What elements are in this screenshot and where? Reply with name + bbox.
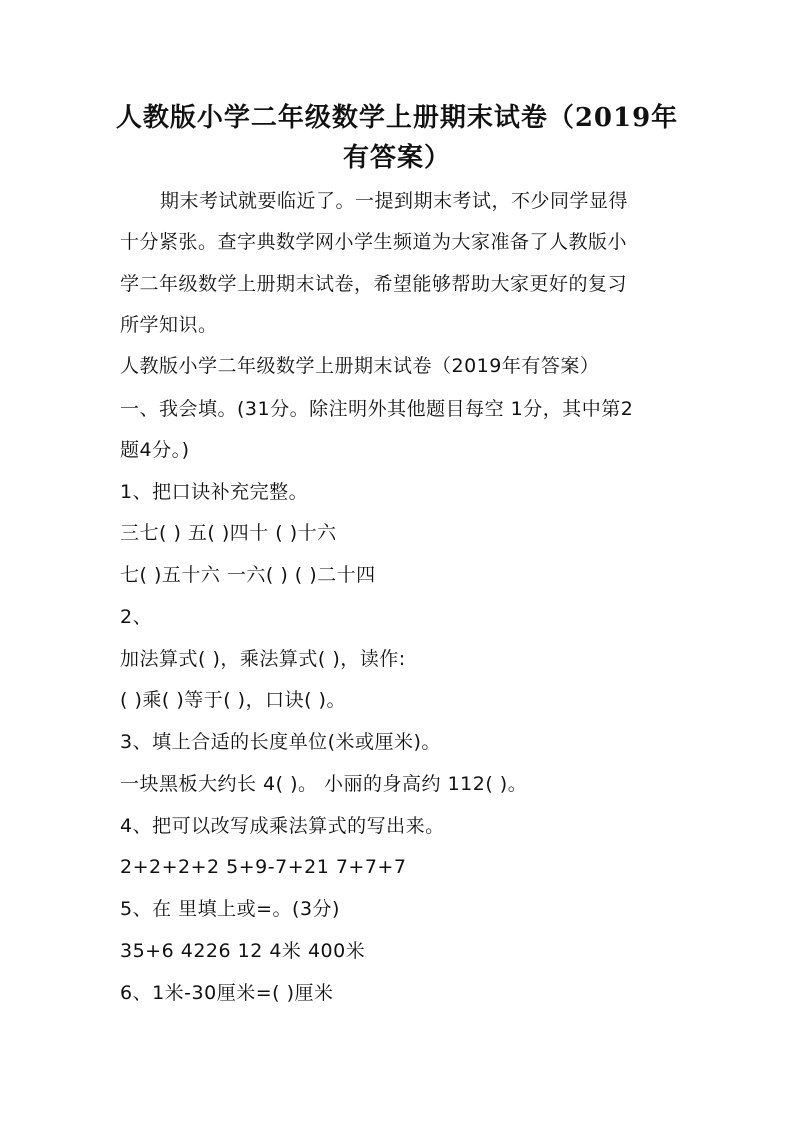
question-2-row-2: ( )乘( )等于( )，口诀( )。 [120, 689, 346, 711]
question-5-prompt: 5、在 里填上或=。(3分) [120, 898, 340, 920]
question-3-row: 一块黑板大约长 4( )。 小丽的身高约 112( )。 [120, 773, 528, 795]
question-1-prompt: 1、把口诀补充完整。 [120, 481, 309, 503]
section-1-heading-line-2: 题4分。) [120, 439, 190, 461]
intro-paragraph-line-2: 十分紧张。查字典数学网小学生频道为大家准备了人教版小 [120, 231, 628, 253]
intro-paragraph-line-3: 学二年级数学上册期末试卷，希望能够帮助大家更好的复习 [120, 273, 628, 295]
question-6-prompt: 6、1米-30厘米=( )厘米 [120, 982, 334, 1004]
question-5-row: 35+6 4226 12 4米 400米 [120, 940, 366, 962]
intro-paragraph-line-4: 所学知识。 [120, 314, 218, 336]
exam-subtitle: 人教版小学二年级数学上册期末试卷（2019年有答案） [120, 355, 600, 377]
question-4-prompt: 4、把可以改写成乘法算式的写出来。 [120, 815, 445, 837]
document-title-line-2: 有答案） [342, 143, 451, 173]
question-2-row-1: 加法算式( )，乘法算式( )，读作: [120, 648, 406, 670]
section-1-heading-line-1: 一、我会填。(31分。除注明外其他题目每空 1分，其中第2 [120, 398, 634, 420]
document-title-line-1: 人教版小学二年级数学上册期末试卷（2019年 [115, 103, 679, 133]
question-1-row-2: 七( )五十六 一六( ) ( )二十四 [120, 564, 376, 586]
question-4-row: 2+2+2+2 5+9-7+21 7+7+7 [120, 856, 407, 878]
question-1-row-1: 三七( ) 五( )四十 ( )十六 [120, 522, 337, 544]
question-2-number: 2、 [120, 606, 153, 628]
question-3-prompt: 3、填上合适的长度单位(米或厘米)。 [120, 731, 441, 753]
intro-paragraph-line-1: 期末考试就要临近了。一提到期末考试，不少同学显得 [160, 190, 629, 212]
